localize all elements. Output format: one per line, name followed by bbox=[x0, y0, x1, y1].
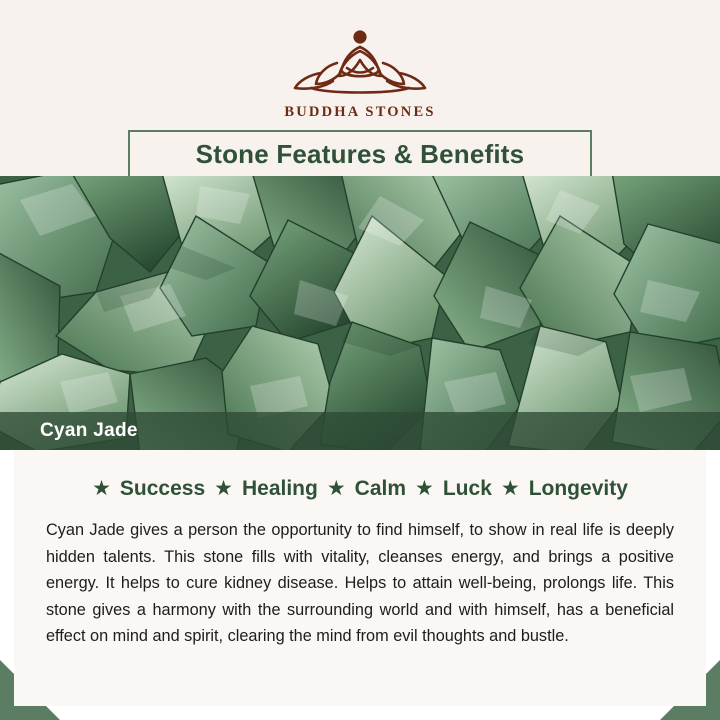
benefits-list bbox=[14, 450, 706, 499]
star-icon: ★ bbox=[214, 477, 233, 500]
star-icon: ★ bbox=[500, 477, 520, 500]
benefit-item-longevity: Longevity bbox=[528, 477, 628, 500]
star-icon: ★ bbox=[326, 477, 346, 500]
photo-caption-bar bbox=[0, 412, 720, 450]
description-text: Cyan Jade gives a person the opportunity to find himself, to show in real life is deeply hidden talents. This stone fills with vitality, cleanses energy, and brings a positive energy. It helps to cure kidney disease. Helps to attain well-being, prolongs life. This stone gives a harmony with the surrounding world and with himself, has a beneficial effect on mind and spirit, clearing the mind from evil thoughts and bustle. bbox=[46, 521, 674, 646]
benefit-item-success: Success bbox=[119, 477, 206, 500]
section-title-bar bbox=[128, 130, 592, 176]
header-section bbox=[0, 0, 720, 176]
description-panel bbox=[14, 450, 706, 706]
benefit-item-luck: Luck bbox=[442, 477, 492, 500]
brand-name: BUDDHA STONES bbox=[284, 104, 436, 120]
benefit-item-healing: Healing bbox=[241, 477, 318, 500]
cyan-jade-tumbled-stones-photo bbox=[0, 176, 720, 450]
star-icon: ★ bbox=[415, 477, 434, 500]
lotus-meditation-icon bbox=[0, 18, 720, 101]
page-title: Stone Features & Benefits bbox=[195, 138, 525, 169]
benefit-item-calm: Calm bbox=[354, 477, 407, 500]
stone-name-caption: Cyan Jade bbox=[40, 420, 138, 441]
star-icon: ★ bbox=[92, 477, 111, 500]
brand-logo bbox=[0, 18, 720, 121]
